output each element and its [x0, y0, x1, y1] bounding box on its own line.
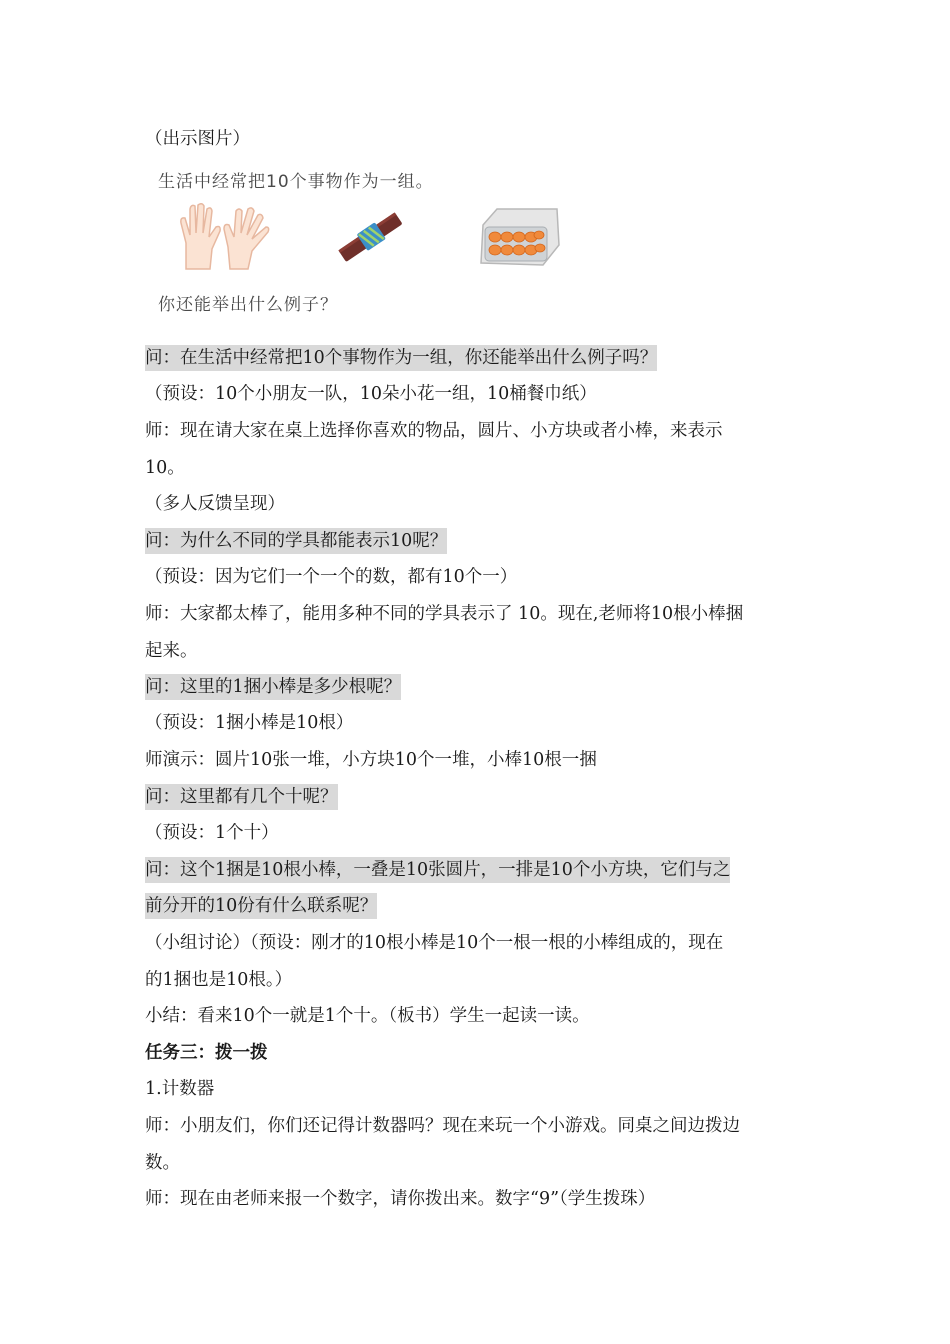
teacher-line: 师：小朋友们，你们还记得计数器吗？现在来玩一个小游戏。同桌之间边拨边	[145, 1116, 740, 1136]
preset-line: （预设：因为它们一个一个的数，都有10个一）	[145, 567, 518, 587]
figure-caption-top: 生活中经常把10个事物作为一组。	[158, 172, 434, 192]
summary-line: 小结：看来10个一就是1个十。（板书）学生一起读一读。	[145, 1006, 590, 1026]
question-line: 问：这个1捆是10根小棒，一叠是10张圆片，一排是10个小方块，它们与之	[145, 857, 730, 883]
teacher-line-cont: 数。	[145, 1153, 180, 1173]
question-line: 问：这里都有几个十呢？	[145, 784, 338, 810]
figure-caption-bottom: 你还能举出什么例子？	[158, 295, 338, 315]
teacher-demo-line: 师演示：圆片10张一堆，小方块10个一堆，小棒10根一捆	[145, 750, 597, 770]
subsection-heading: 1.计数器	[145, 1079, 215, 1099]
preset-line: （预设：10个小朋友一队，10朵小花一组，10桶餐巾纸）	[145, 384, 597, 404]
hands-image	[178, 203, 282, 273]
stick-bundle-image	[335, 208, 407, 268]
preset-line: （预设：1捆小棒是10根）	[145, 713, 354, 733]
teacher-line-cont: 起来。	[145, 641, 198, 661]
discussion-line: （小组讨论）（预设：刚才的10根小棒是10个一根一根的小棒组成的，现在	[145, 933, 724, 953]
note-line: （多人反馈呈现）	[145, 494, 285, 514]
discussion-line-cont: 的1捆也是10根。）	[145, 970, 293, 990]
preset-line: （预设：1个十）	[145, 823, 279, 843]
question-line: 问：为什么不同的学具都能表示10呢？	[145, 528, 447, 554]
question-line: 问：在生活中经常把10个事物作为一组，你还能举出什么例子吗？	[145, 345, 657, 371]
figure-label: （出示图片）	[145, 129, 250, 149]
teacher-line: 师：现在请大家在桌上选择你喜欢的物品，圆片、小方块或者小棒，来表示	[145, 421, 723, 441]
question-line: 问：这里的1捆小棒是多少根呢？	[145, 674, 401, 700]
teacher-line-cont: 10。	[145, 458, 185, 478]
question-line-cont: 前分开的10份有什么联系呢？	[145, 893, 377, 919]
teacher-line: 师：大家都太棒了，能用多种不同的学具表示了 10。现在,老师将10根小棒捆	[145, 604, 744, 624]
teacher-line: 师：现在由老师来报一个数字，请你拨出来。数字“9”（学生拨珠）	[145, 1189, 656, 1209]
section-heading: 任务三：拨一拨	[145, 1043, 268, 1063]
egg-carton-image	[477, 205, 563, 269]
